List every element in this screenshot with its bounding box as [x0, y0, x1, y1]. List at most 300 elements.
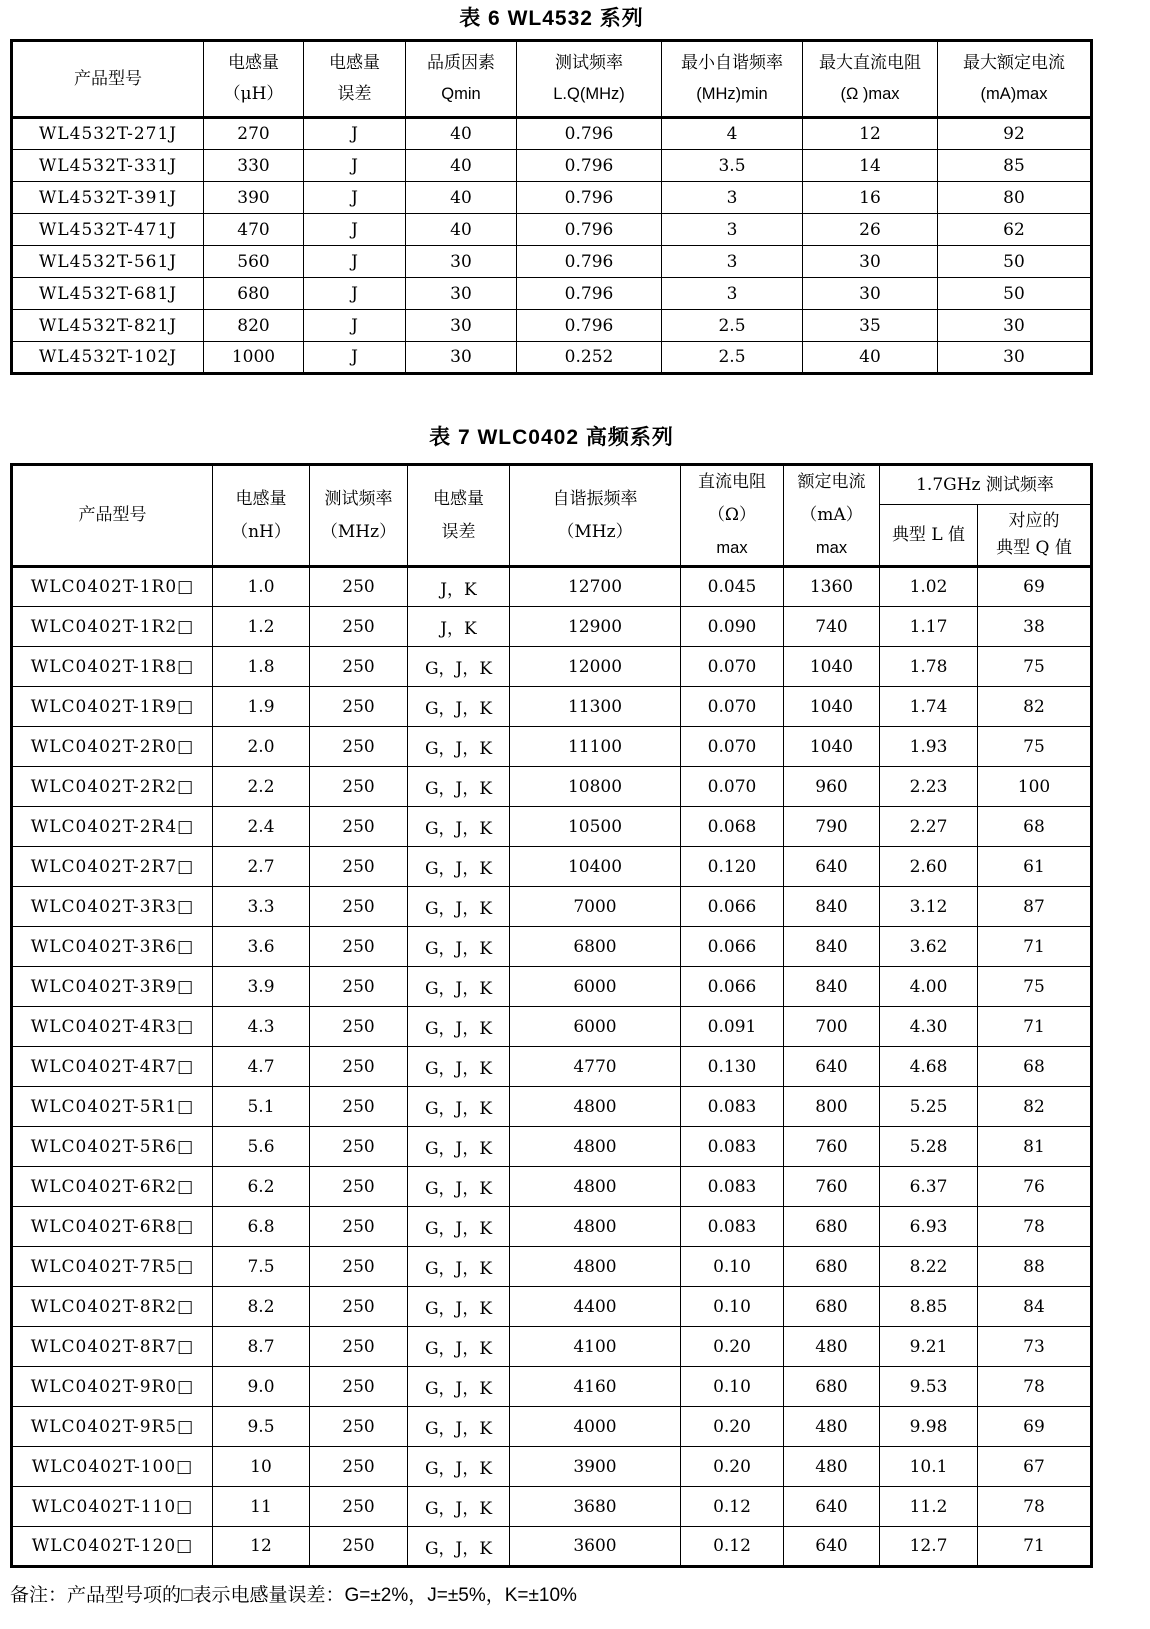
- model-cell: WLC0402T-9R0□: [12, 1367, 213, 1407]
- model-cell: WLC0402T-4R7□: [12, 1047, 213, 1087]
- value-cell: 62: [938, 214, 1092, 246]
- header-line: 品质因素: [427, 53, 495, 73]
- model-cell: WLC0402T-5R6□: [12, 1127, 213, 1167]
- table-row: [12, 847, 1092, 887]
- value-cell: 81: [978, 1127, 1092, 1167]
- header-line: 测试频率: [324, 488, 393, 509]
- table-row: [12, 182, 1092, 214]
- value-cell: 3.12: [880, 887, 978, 927]
- table7-body: [12, 567, 1092, 1567]
- value-cell: 16: [803, 182, 938, 214]
- value-cell: 3680: [510, 1487, 681, 1527]
- table-row: [12, 927, 1092, 967]
- table6-wl4532-series: [10, 39, 1093, 375]
- table7-column-header: [12, 465, 213, 567]
- value-cell: 12700: [510, 567, 681, 607]
- value-cell: 0.068: [681, 807, 784, 847]
- value-cell: 2.7: [213, 847, 310, 887]
- value-cell: 250: [310, 1207, 408, 1247]
- value-cell: 800: [784, 1087, 880, 1127]
- value-cell: 680: [784, 1207, 880, 1247]
- value-cell: 1040: [784, 727, 880, 767]
- value-cell: 69: [978, 1407, 1092, 1447]
- value-cell: 250: [310, 1367, 408, 1407]
- value-cell: G，J，K: [408, 687, 510, 727]
- value-cell: 9.53: [880, 1367, 978, 1407]
- value-cell: 250: [310, 1247, 408, 1287]
- table-row: [12, 807, 1092, 847]
- value-cell: 40: [803, 342, 938, 374]
- table6-column-header: [938, 41, 1092, 118]
- value-cell: J，K: [408, 607, 510, 647]
- header-line: 最大额定电流: [963, 53, 1065, 73]
- value-cell: J: [304, 278, 406, 310]
- value-cell: 6.93: [880, 1207, 978, 1247]
- table-row: [12, 767, 1092, 807]
- value-cell: 68: [978, 1047, 1092, 1087]
- value-cell: G，J，K: [408, 1207, 510, 1247]
- value-cell: 0.070: [681, 647, 784, 687]
- header-line: (MHz)min: [696, 85, 768, 103]
- model-cell: WLC0402T-7R5□: [12, 1247, 213, 1287]
- value-cell: 250: [310, 927, 408, 967]
- value-cell: 0.083: [681, 1167, 784, 1207]
- value-cell: 2.5: [662, 310, 803, 342]
- value-cell: 700: [784, 1007, 880, 1047]
- table6-column-header: [406, 41, 517, 118]
- value-cell: 4000: [510, 1407, 681, 1447]
- header-line: 电感量: [329, 53, 380, 73]
- value-cell: 9.21: [880, 1327, 978, 1367]
- value-cell: 0.070: [681, 767, 784, 807]
- header-line: 典型 Q 值: [996, 538, 1072, 558]
- header-line: (mA)max: [980, 85, 1048, 103]
- header-line: Qmin: [441, 85, 481, 103]
- model-cell: WL4532T-102J: [12, 342, 204, 374]
- value-cell: J: [304, 118, 406, 150]
- table-row: [12, 1447, 1092, 1487]
- value-cell: 250: [310, 1007, 408, 1047]
- value-cell: 640: [784, 1487, 880, 1527]
- value-cell: 8.2: [213, 1287, 310, 1327]
- table-row: [12, 1127, 1092, 1167]
- value-cell: 680: [784, 1287, 880, 1327]
- table-row: [12, 310, 1092, 342]
- value-cell: J，K: [408, 567, 510, 607]
- value-cell: 3900: [510, 1447, 681, 1487]
- value-cell: 0.066: [681, 887, 784, 927]
- value-cell: 11.2: [880, 1487, 978, 1527]
- value-cell: 71: [978, 1007, 1092, 1047]
- table6-header: [12, 41, 1092, 118]
- model-cell: WLC0402T-6R8□: [12, 1207, 213, 1247]
- value-cell: 30: [406, 278, 517, 310]
- value-cell: G，J，K: [408, 727, 510, 767]
- value-cell: 840: [784, 967, 880, 1007]
- model-cell: WLC0402T-3R3□: [12, 887, 213, 927]
- value-cell: 250: [310, 1487, 408, 1527]
- value-cell: G，J，K: [408, 1167, 510, 1207]
- value-cell: 640: [784, 1047, 880, 1087]
- value-cell: 3.3: [213, 887, 310, 927]
- model-cell: WLC0402T-100□: [12, 1447, 213, 1487]
- value-cell: 470: [204, 214, 304, 246]
- value-cell: 250: [310, 967, 408, 1007]
- value-cell: G，J，K: [408, 1087, 510, 1127]
- value-cell: 0.10: [681, 1367, 784, 1407]
- value-cell: G，J，K: [408, 1247, 510, 1287]
- value-cell: 2.60: [880, 847, 978, 887]
- value-cell: 640: [784, 1527, 880, 1567]
- header-line: 对应的: [1008, 511, 1060, 531]
- table7-title: 表 7 WLC0402 高频系列: [429, 426, 674, 449]
- value-cell: 480: [784, 1327, 880, 1367]
- value-cell: 0.10: [681, 1247, 784, 1287]
- value-cell: 250: [310, 847, 408, 887]
- table-row: [12, 342, 1092, 374]
- model-cell: WL4532T-331J: [12, 150, 204, 182]
- table-row: [12, 1007, 1092, 1047]
- value-cell: 7.5: [213, 1247, 310, 1287]
- value-cell: 250: [310, 1447, 408, 1487]
- value-cell: G，J，K: [408, 1487, 510, 1527]
- value-cell: 840: [784, 927, 880, 967]
- value-cell: 1.02: [880, 567, 978, 607]
- value-cell: 3.6: [213, 927, 310, 967]
- model-cell: WLC0402T-9R5□: [12, 1407, 213, 1447]
- table7-column-header: [681, 465, 784, 567]
- value-cell: 12900: [510, 607, 681, 647]
- table-row: [12, 1167, 1092, 1207]
- value-cell: 0.066: [681, 927, 784, 967]
- model-cell: WL4532T-471J: [12, 214, 204, 246]
- value-cell: 0.130: [681, 1047, 784, 1087]
- table-row: [12, 214, 1092, 246]
- value-cell: 250: [310, 727, 408, 767]
- value-cell: 5.25: [880, 1087, 978, 1127]
- value-cell: 640: [784, 847, 880, 887]
- value-cell: 67: [978, 1447, 1092, 1487]
- header-line: 产品型号: [74, 68, 142, 89]
- header-line: 误差: [337, 84, 372, 104]
- table-row: [12, 246, 1092, 278]
- value-cell: 30: [803, 246, 938, 278]
- value-cell: 0.796: [517, 150, 662, 182]
- table-row: [12, 1247, 1092, 1287]
- value-cell: 78: [978, 1207, 1092, 1247]
- value-cell: 3: [662, 182, 803, 214]
- value-cell: 10500: [510, 807, 681, 847]
- model-cell: WLC0402T-1R2□: [12, 607, 213, 647]
- value-cell: 0.045: [681, 567, 784, 607]
- value-cell: 82: [978, 1087, 1092, 1127]
- value-cell: 250: [310, 1167, 408, 1207]
- value-cell: 38: [978, 607, 1092, 647]
- value-cell: G，J，K: [408, 1287, 510, 1327]
- model-cell: WLC0402T-3R9□: [12, 967, 213, 1007]
- table6-column-header: [12, 41, 204, 118]
- value-cell: 75: [978, 967, 1092, 1007]
- value-cell: G，J，K: [408, 1007, 510, 1047]
- value-cell: 30: [938, 310, 1092, 342]
- value-cell: 250: [310, 647, 408, 687]
- value-cell: 6.8: [213, 1207, 310, 1247]
- header-line: max: [716, 539, 748, 557]
- table-row: [12, 1287, 1092, 1327]
- value-cell: 10: [213, 1447, 310, 1487]
- value-cell: 12.7: [880, 1527, 978, 1567]
- value-cell: 1360: [784, 567, 880, 607]
- value-cell: 3.5: [662, 150, 803, 182]
- value-cell: 6000: [510, 967, 681, 1007]
- value-cell: 2.4: [213, 807, 310, 847]
- value-cell: 11100: [510, 727, 681, 767]
- value-cell: 250: [310, 767, 408, 807]
- value-cell: 30: [803, 278, 938, 310]
- table-row: [12, 1207, 1092, 1247]
- value-cell: 0.083: [681, 1087, 784, 1127]
- value-cell: 68: [978, 807, 1092, 847]
- value-cell: 40: [406, 150, 517, 182]
- table-row: [12, 727, 1092, 767]
- model-cell: WLC0402T-8R7□: [12, 1327, 213, 1367]
- value-cell: 740: [784, 607, 880, 647]
- value-cell: 61: [978, 847, 1092, 887]
- value-cell: 30: [938, 342, 1092, 374]
- value-cell: 4770: [510, 1047, 681, 1087]
- value-cell: 330: [204, 150, 304, 182]
- table6-title: 表 6 WL4532 系列: [459, 7, 644, 30]
- value-cell: 270: [204, 118, 304, 150]
- table7-subcolumn-header: [978, 505, 1092, 567]
- value-cell: G，J，K: [408, 1327, 510, 1367]
- value-cell: 75: [978, 647, 1092, 687]
- table6-column-header: [803, 41, 938, 118]
- value-cell: 71: [978, 927, 1092, 967]
- value-cell: 1.9: [213, 687, 310, 727]
- table7-column-header: [408, 465, 510, 567]
- value-cell: 2.27: [880, 807, 978, 847]
- value-cell: 80: [938, 182, 1092, 214]
- table-row: [12, 1367, 1092, 1407]
- value-cell: 4.00: [880, 967, 978, 1007]
- value-cell: 4.30: [880, 1007, 978, 1047]
- value-cell: 1.2: [213, 607, 310, 647]
- value-cell: 26: [803, 214, 938, 246]
- model-cell: WLC0402T-110□: [12, 1487, 213, 1527]
- table7-wlc0402-series: [10, 463, 1093, 1568]
- value-cell: 0.796: [517, 118, 662, 150]
- value-cell: 250: [310, 1127, 408, 1167]
- value-cell: 250: [310, 1287, 408, 1327]
- model-cell: WLC0402T-5R1□: [12, 1087, 213, 1127]
- value-cell: 0.070: [681, 727, 784, 767]
- value-cell: 560: [204, 246, 304, 278]
- value-cell: 12: [803, 118, 938, 150]
- value-cell: 0.083: [681, 1127, 784, 1167]
- value-cell: 250: [310, 887, 408, 927]
- header-line: 典型 L 值: [891, 524, 966, 545]
- value-cell: 0.083: [681, 1207, 784, 1247]
- value-cell: 480: [784, 1407, 880, 1447]
- value-cell: G，J，K: [408, 1447, 510, 1487]
- value-cell: G，J，K: [408, 807, 510, 847]
- value-cell: 1040: [784, 647, 880, 687]
- value-cell: 6.37: [880, 1167, 978, 1207]
- table-row: [12, 150, 1092, 182]
- table-row: [12, 278, 1092, 310]
- value-cell: 0.796: [517, 182, 662, 214]
- value-cell: 84: [978, 1287, 1092, 1327]
- value-cell: 11300: [510, 687, 681, 727]
- value-cell: J: [304, 214, 406, 246]
- value-cell: 0.20: [681, 1447, 784, 1487]
- value-cell: 10400: [510, 847, 681, 887]
- model-cell: WLC0402T-4R3□: [12, 1007, 213, 1047]
- table-row: [12, 967, 1092, 1007]
- value-cell: 5.1: [213, 1087, 310, 1127]
- header-line: 直流电阻: [698, 472, 766, 492]
- header-line: max: [815, 539, 848, 557]
- value-cell: G，J，K: [408, 1367, 510, 1407]
- model-cell: WLC0402T-8R2□: [12, 1287, 213, 1327]
- value-cell: 0.10: [681, 1287, 784, 1327]
- value-cell: 0.796: [517, 246, 662, 278]
- header-line: 误差: [441, 521, 476, 542]
- model-cell: WLC0402T-1R9□: [12, 687, 213, 727]
- value-cell: 4800: [510, 1127, 681, 1167]
- value-cell: G，J，K: [408, 967, 510, 1007]
- value-cell: 10.1: [880, 1447, 978, 1487]
- value-cell: 680: [204, 278, 304, 310]
- value-cell: 2.5: [662, 342, 803, 374]
- value-cell: 480: [784, 1447, 880, 1487]
- value-cell: 40: [406, 182, 517, 214]
- value-cell: 1.74: [880, 687, 978, 727]
- value-cell: 250: [310, 567, 408, 607]
- value-cell: 11: [213, 1487, 310, 1527]
- header-line: 电感量: [228, 53, 279, 73]
- table6-column-header: [517, 41, 662, 118]
- value-cell: 0.090: [681, 607, 784, 647]
- table6-column-header: [204, 41, 304, 118]
- value-cell: 250: [310, 1087, 408, 1127]
- value-cell: 40: [406, 214, 517, 246]
- value-cell: 960: [784, 767, 880, 807]
- table-row: [12, 687, 1092, 727]
- header-line: 最小自谐频率: [681, 53, 783, 73]
- value-cell: G，J，K: [408, 647, 510, 687]
- value-cell: 4.68: [880, 1047, 978, 1087]
- table7-column-header: [784, 465, 880, 567]
- header-line: 1.7GHz 测试频率: [916, 475, 1054, 495]
- model-cell: WLC0402T-120□: [12, 1527, 213, 1567]
- value-cell: 5.6: [213, 1127, 310, 1167]
- table-row: [12, 1327, 1092, 1367]
- value-cell: 4800: [510, 1167, 681, 1207]
- value-cell: 100: [978, 767, 1092, 807]
- value-cell: 3: [662, 278, 803, 310]
- table-row: [12, 887, 1092, 927]
- table7-column-header: [213, 465, 310, 567]
- value-cell: 0.120: [681, 847, 784, 887]
- header-line: （mA）: [800, 505, 863, 525]
- value-cell: G，J，K: [408, 1527, 510, 1567]
- value-cell: 4800: [510, 1207, 681, 1247]
- model-cell: WLC0402T-6R2□: [12, 1167, 213, 1207]
- value-cell: G，J，K: [408, 1407, 510, 1447]
- header-line: （nH）: [231, 521, 291, 542]
- value-cell: J: [304, 150, 406, 182]
- table7-header: [12, 465, 1092, 567]
- value-cell: 840: [784, 887, 880, 927]
- header-line: (Ω )max: [840, 85, 900, 103]
- value-cell: 0.20: [681, 1407, 784, 1447]
- value-cell: G，J，K: [408, 927, 510, 967]
- value-cell: 1.8: [213, 647, 310, 687]
- header-line: （μH）: [223, 84, 284, 104]
- header-line: 最大直流电阻: [819, 53, 921, 73]
- value-cell: 250: [310, 607, 408, 647]
- value-cell: 2.2: [213, 767, 310, 807]
- value-cell: 6.2: [213, 1167, 310, 1207]
- table-row: [12, 118, 1092, 150]
- value-cell: 85: [938, 150, 1092, 182]
- model-cell: WL4532T-821J: [12, 310, 204, 342]
- value-cell: 4160: [510, 1367, 681, 1407]
- table-row: [12, 1407, 1092, 1447]
- table7-column-header: [310, 465, 408, 567]
- value-cell: 1.78: [880, 647, 978, 687]
- value-cell: 30: [406, 246, 517, 278]
- table-row: [12, 1527, 1092, 1567]
- header-line: （MHz）: [557, 521, 633, 542]
- value-cell: 790: [784, 807, 880, 847]
- header-line: 产品型号: [78, 505, 147, 525]
- value-cell: 4400: [510, 1287, 681, 1327]
- value-cell: 6800: [510, 927, 681, 967]
- model-cell: WL4532T-271J: [12, 118, 204, 150]
- value-cell: 0.066: [681, 967, 784, 1007]
- value-cell: 35: [803, 310, 938, 342]
- value-cell: 4800: [510, 1087, 681, 1127]
- value-cell: 82: [978, 687, 1092, 727]
- value-cell: 40: [406, 118, 517, 150]
- value-cell: 250: [310, 1327, 408, 1367]
- table6-column-header: [304, 41, 406, 118]
- value-cell: 250: [310, 687, 408, 727]
- value-cell: 250: [310, 1527, 408, 1567]
- value-cell: 4100: [510, 1327, 681, 1367]
- value-cell: 12000: [510, 647, 681, 687]
- value-cell: 9.0: [213, 1367, 310, 1407]
- header-line: （Ω）: [707, 505, 757, 525]
- value-cell: 78: [978, 1487, 1092, 1527]
- header-line: 电感量: [433, 488, 484, 509]
- value-cell: 8.22: [880, 1247, 978, 1287]
- value-cell: 73: [978, 1327, 1092, 1367]
- value-cell: J: [304, 182, 406, 214]
- model-cell: WLC0402T-2R2□: [12, 767, 213, 807]
- table7-column-header: [510, 465, 681, 567]
- value-cell: 680: [784, 1247, 880, 1287]
- value-cell: 0.20: [681, 1327, 784, 1367]
- value-cell: 4.7: [213, 1047, 310, 1087]
- value-cell: 92: [938, 118, 1092, 150]
- model-cell: WL4532T-681J: [12, 278, 204, 310]
- value-cell: G，J，K: [408, 1047, 510, 1087]
- table-row: [12, 1047, 1092, 1087]
